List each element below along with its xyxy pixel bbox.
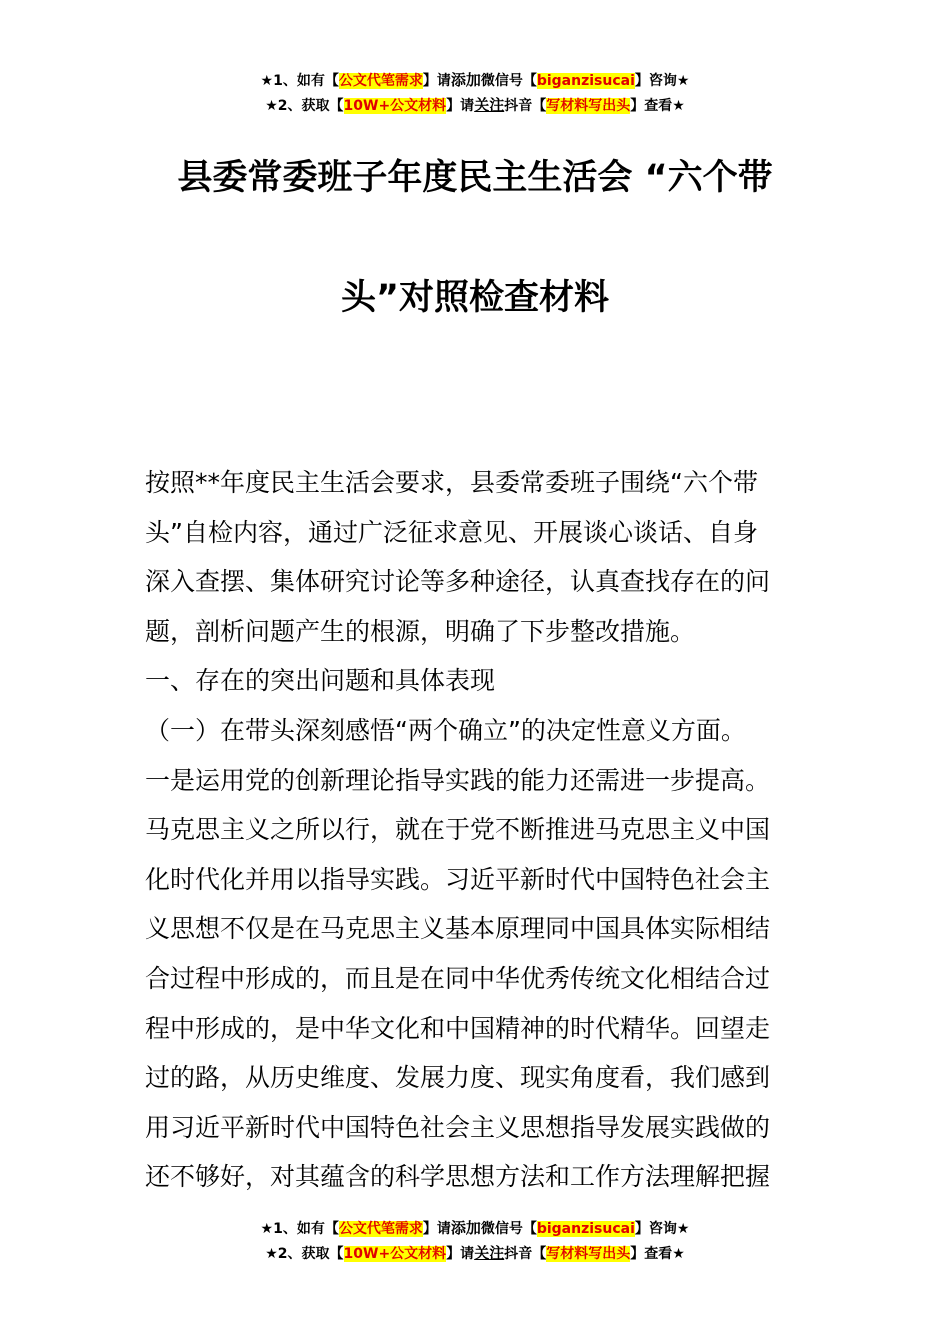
emphasis-text: 添加 [450,71,481,89]
highlight-text: 写材料写出头 [546,98,631,114]
body-line: 一是运用党的创新理论指导实践的能力还需进一步提高。 [145,765,771,795]
body-line: 用习近平新时代中国特色社会主义思想指导发展实践做的 [145,1112,771,1142]
footer-notice [0,1216,950,1266]
emphasis-text: 关注 [474,96,505,114]
notice-text: 】查看★ [630,1246,685,1262]
highlight-text: 公文代笔需求 [338,1221,423,1237]
emphasis-text: 添加 [450,1219,481,1237]
highlight-text: 写材料写出头 [546,1246,631,1262]
notice-text: 】请 [422,1221,451,1237]
notice-text: 】请 [422,73,451,89]
subsection-heading: （一）在带头深刻感悟“两个确立”的决定性意义方面。 [145,715,746,745]
document-body [145,458,810,1202]
highlight-text: 公文代笔需求 [338,73,423,89]
notice-text: ★1、如有【 [260,1221,339,1237]
notice-text: 抖音【 [504,98,547,114]
body-line: 过的路，从历史维度、发展力度、现实角度看，我们感到 [145,1063,771,1093]
notice-line-2 [0,93,950,118]
body-line: 化时代化并用以指导实践。习近平新时代中国特色社会主 [145,864,771,894]
notice-text: 微信号【 [480,73,537,89]
notice-text: 】咨询★ [634,1221,690,1237]
highlight-text: 10W+公文材料 [343,1246,447,1262]
document-title-line-2: 头”对照检查材料 [340,278,609,318]
notice-line-2 [0,1241,950,1266]
notice-line-1 [0,68,950,93]
body-line: 深入查摆、集体研究讨论等多种途径，认真查找存在的问 [145,567,771,597]
emphasis-text: 关注 [474,1244,505,1262]
body-line: 合过程中形成的，而且是在同中华优秀传统文化相结合过 [145,963,771,993]
notice-text: ★1、如有【 [260,73,339,89]
notice-text: ★2、获取【 [265,98,344,114]
notice-text: 】请 [446,98,475,114]
notice-text: 抖音【 [504,1246,547,1262]
body-line: 程中形成的，是中华文化和中国精神的时代精华。回望走 [145,1013,771,1043]
notice-text: ★2、获取【 [265,1246,344,1262]
highlight-text: biganzisucai [536,1221,635,1237]
header-notice [0,68,950,118]
section-heading: 一、存在的突出问题和具体表现 [145,666,496,696]
notice-text: 】查看★ [630,98,685,114]
highlight-text: biganzisucai [536,73,635,89]
notice-text: 微信号【 [480,1221,537,1237]
body-line: 头”自检内容，通过广泛征求意见、开展谈心谈话、自身 [145,517,758,547]
document-title-line-1: 县委常委班子年度民主生活会 “六个带 [177,158,773,198]
body-line: 按照**年度民主生活会要求，县委常委班子围绕“六个带 [145,468,758,497]
body-line: 还不够好，对其蕴含的科学思想方法和工作方法理解把握 [145,1162,771,1192]
notice-text: 】请 [446,1246,475,1262]
notice-line-1 [0,1216,950,1241]
highlight-text: 10W+公文材料 [343,98,447,114]
body-line: 题，剖析问题产生的根源，明确了下步整改措施。 [145,616,696,646]
notice-text: 】咨询★ [634,73,690,89]
body-line: 马克思主义之所以行，就在于党不断推进马克思主义中国 [145,815,771,845]
body-line: 义思想不仅是在马克思主义基本原理同中国具体实际相结 [145,914,771,944]
